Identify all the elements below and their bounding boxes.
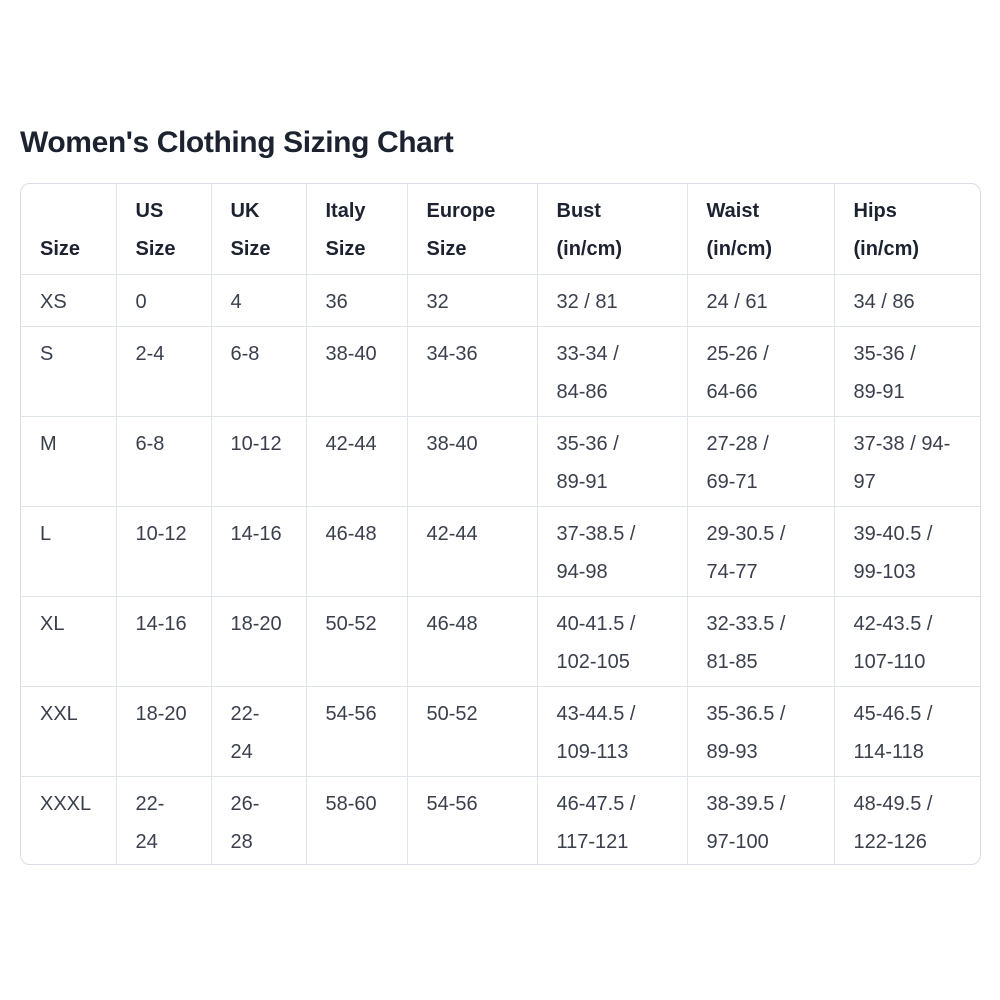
cell-us-size: 10-12 (116, 506, 211, 596)
table-row (21, 776, 981, 865)
cell-size: L (21, 506, 116, 596)
table-row (21, 274, 981, 326)
page-title: Women's Clothing Sizing Chart (20, 126, 454, 159)
cell-europe-size: 38-40 (407, 416, 537, 506)
cell-hips: 42-43.5 / 107-110 (834, 596, 981, 686)
sizing-table-container (20, 183, 981, 865)
cell-uk-size: 10-12 (211, 416, 306, 506)
header-hips: Hips (in/cm) (834, 184, 981, 274)
cell-size: M (21, 416, 116, 506)
cell-size: XXL (21, 686, 116, 776)
table-row (21, 416, 981, 506)
table-row (21, 326, 981, 416)
table-row (21, 506, 981, 596)
cell-size: S (21, 326, 116, 416)
cell-us-size: 22- 24 (116, 776, 211, 865)
cell-us-size: 14-16 (116, 596, 211, 686)
cell-italy-size: 42-44 (306, 416, 407, 506)
table-header-row (21, 184, 981, 274)
cell-bust: 46-47.5 / 117-121 (537, 776, 687, 865)
cell-europe-size: 42-44 (407, 506, 537, 596)
cell-size: XXXL (21, 776, 116, 865)
cell-size: XL (21, 596, 116, 686)
cell-hips: 37-38 / 94- 97 (834, 416, 981, 506)
cell-bust: 40-41.5 / 102-105 (537, 596, 687, 686)
header-europe-size: Europe Size (407, 184, 537, 274)
cell-italy-size: 54-56 (306, 686, 407, 776)
table-row (21, 596, 981, 686)
cell-italy-size: 36 (306, 274, 407, 326)
cell-europe-size: 50-52 (407, 686, 537, 776)
cell-bust: 43-44.5 / 109-113 (537, 686, 687, 776)
sizing-table (21, 184, 981, 865)
cell-hips: 35-36 / 89-91 (834, 326, 981, 416)
cell-waist: 29-30.5 / 74-77 (687, 506, 834, 596)
header-uk-size: UK Size (211, 184, 306, 274)
cell-uk-size: 26- 28 (211, 776, 306, 865)
cell-uk-size: 4 (211, 274, 306, 326)
cell-europe-size: 34-36 (407, 326, 537, 416)
cell-us-size: 6-8 (116, 416, 211, 506)
cell-waist: 32-33.5 / 81-85 (687, 596, 834, 686)
cell-hips: 39-40.5 / 99-103 (834, 506, 981, 596)
cell-italy-size: 50-52 (306, 596, 407, 686)
cell-hips: 45-46.5 / 114-118 (834, 686, 981, 776)
header-us-size: US Size (116, 184, 211, 274)
cell-bust: 33-34 / 84-86 (537, 326, 687, 416)
cell-uk-size: 6-8 (211, 326, 306, 416)
cell-bust: 37-38.5 / 94-98 (537, 506, 687, 596)
header-italy-size: Italy Size (306, 184, 407, 274)
cell-europe-size: 54-56 (407, 776, 537, 865)
cell-us-size: 18-20 (116, 686, 211, 776)
cell-europe-size: 32 (407, 274, 537, 326)
header-size: Size (21, 184, 116, 274)
cell-italy-size: 38-40 (306, 326, 407, 416)
cell-waist: 24 / 61 (687, 274, 834, 326)
cell-uk-size: 14-16 (211, 506, 306, 596)
cell-italy-size: 58-60 (306, 776, 407, 865)
cell-uk-size: 22- 24 (211, 686, 306, 776)
cell-hips: 34 / 86 (834, 274, 981, 326)
cell-waist: 35-36.5 / 89-93 (687, 686, 834, 776)
cell-us-size: 0 (116, 274, 211, 326)
cell-waist: 38-39.5 / 97-100 (687, 776, 834, 865)
cell-waist: 27-28 / 69-71 (687, 416, 834, 506)
cell-bust: 32 / 81 (537, 274, 687, 326)
header-bust: Bust (in/cm) (537, 184, 687, 274)
cell-waist: 25-26 / 64-66 (687, 326, 834, 416)
cell-uk-size: 18-20 (211, 596, 306, 686)
cell-bust: 35-36 / 89-91 (537, 416, 687, 506)
cell-europe-size: 46-48 (407, 596, 537, 686)
table-row (21, 686, 981, 776)
cell-us-size: 2-4 (116, 326, 211, 416)
cell-italy-size: 46-48 (306, 506, 407, 596)
cell-size: XS (21, 274, 116, 326)
cell-hips: 48-49.5 / 122-126 (853, 792, 933, 853)
header-waist: Waist (in/cm) (687, 184, 834, 274)
